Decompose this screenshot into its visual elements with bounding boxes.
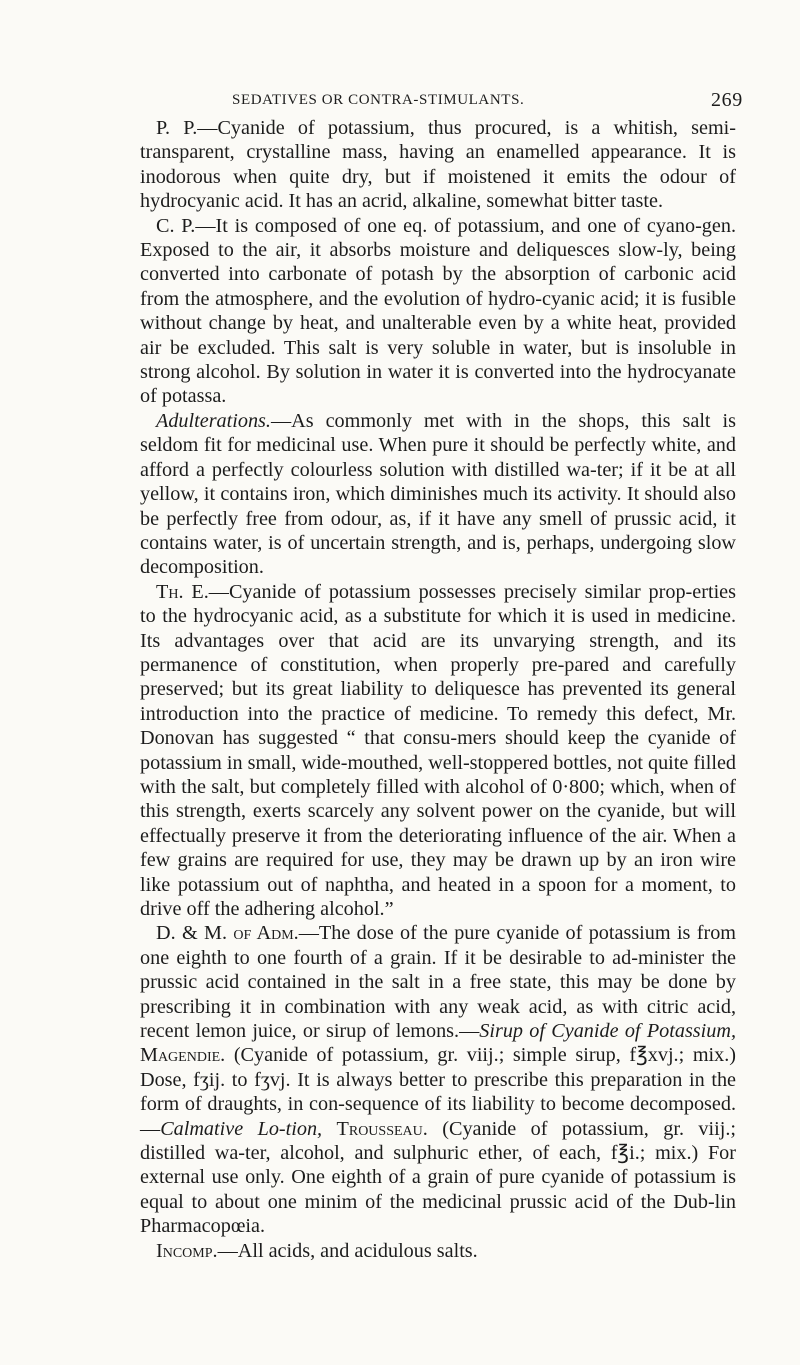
paragraph-label: P. P. [156,117,198,139]
sirup-title: Sirup of Cyanide of Potassium, [479,1020,736,1043]
lotion-title: Calmative Lo-tion, [160,1117,323,1140]
paragraph-physical-properties [140,116,736,214]
paragraph-incompatibles [140,1239,736,1263]
paragraph-text: (Cyanide of potassium, gr. viij.; distilled wa-ter, alcohol, and sulphuric ether, of each, f℥i.; mix.) For external use only. One eighth of a grain of pure cyanide of potassium is equal to about one minim of the medicinal prussic acid of the Dub-lin Pharmacopœia. [140,1117,737,1238]
body-text [140,116,736,1263]
paragraph-label: D. & M. of Adm. [156,922,299,945]
paragraph-label: Incomp. [156,1239,218,1262]
paragraph-text: —All acids, and acidulous salts. [217,1239,478,1262]
paragraph-label: Th. E. [156,580,209,603]
paragraph-label: C. P. [156,214,196,237]
paragraph-text: (Cyanide of potassium, gr. viij.; simple sirup, f℥xvj.; mix.) Dose, fʒij. to fʒvj. It is always better to prescribe this preparation in the form of draughts, in con-sequence of its liability to become decomposed.— [140,1044,736,1140]
paragraph-label: Adulterations. [156,409,271,432]
author-trousseau: Trousseau. [336,1117,428,1140]
paragraph-adulterations [140,409,736,580]
paragraph-chemical-properties [140,214,736,409]
paragraph-dose-and-administration [140,921,736,1238]
author-magendie: Magendie. [140,1044,226,1067]
paragraph-text: —It is composed of one eq. of potassium, and one of cyano-gen. Exposed to the air, it absorbs moisture and deliquesces slow-ly, being converted into carbonate of potash by the absorption of carbonic acid from the atmosphere, and the evolution of hydro-cyanic acid; it is fusible without change by heat, and unalterable even by a white heat, provided air be excluded. This salt is very soluble in water, but is insoluble in strong alcohol. By solution in water it is converted into the hydrocyanate of potassa. [140,214,736,408]
page-number: 269 [711,89,743,111]
paragraph-text: —The dose of the pure cyanide of potassium is from one eighth to one fourth of a grain. If it be desirable to ad-minister the prussic acid contained in the salt in a free state, this may be done by prescribing it in combination with any weak acid, as with citric acid, recent lemon juice, or sirup of lemons.— [140,922,737,1043]
paragraph-text: —As commonly met with in the shops, this salt is seldom fit for medicinal use. When pure it should be perfectly white, and afford a perfectly colourless solution with distilled wa-ter; if it be at all yellow, it contains iron, which diminishes much its activity. It should also be perfectly free from odour, as, if it have any smell of prussic acid, it contains water, is of uncertain strength, and is, perhaps, undergoing slow decomposition. [140,409,736,579]
paragraph-therapeutic-effects [140,580,736,922]
paragraph-text: —Cyanide of potassium, thus procured, is a whitish, semi-transparent, crystalline mass, having an enamelled appearance. It is inodorous when quite dry, but if moistened it emits the odour of hydrocyanic acid. It has an acrid, alkaline, somewhat bitter taste. [140,117,736,213]
page-header [0,90,800,116]
running-title: SEDATIVES OR CONTRA-STIMULANTS. [232,92,525,108]
paragraph-text: —Cyanide of potassium possesses precisely similar prop-erties to the hydrocyanic acid, as a substitute for which it is used in medicine. Its advantages over that acid are its unvarying strength, and its permanence of constitution, when properly pre-pared and carefully preserved; but its great liability to deliquesce has prevented its general introduction into the practice of medicine. To remedy this defect, Mr. Donovan has suggested “ that consu-mers should keep the cyanide of potassium in small, wide-mouthed, well-stoppered bottles, not quite filled with the salt, but completely filled with alcohol of 0·800; which, when of this strength, exerts scarcely any solvent power on the cyanide, but will effectually preserve it from the deteriorating influence of the air. When a few grains are required for use, they may be drawn up by an iron wire like potassium out of naphtha, and heated in a spoon for a moment, to drive off the adhering alcohol.” [140,580,736,920]
